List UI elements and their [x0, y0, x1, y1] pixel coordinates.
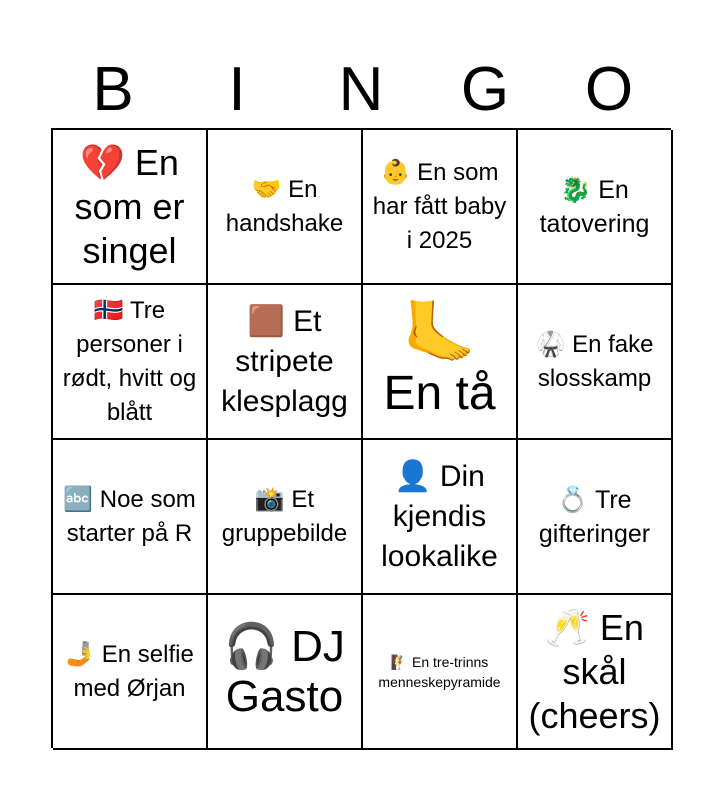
- cell-label: 👤 Din kjendis lookalike: [381, 459, 498, 573]
- cell-label: 🥋 En fake slosskamp: [535, 330, 654, 392]
- cell-label: 💔 En som er singel: [74, 141, 185, 271]
- header-letter-g: G: [460, 55, 510, 124]
- cell-content: [383, 298, 496, 423]
- bingo-cell-15[interactable]: [363, 595, 518, 750]
- bingo-cell-3[interactable]: [363, 130, 518, 285]
- cell-label: 💍 Tre gifteringer: [538, 485, 651, 548]
- bingo-grid: [51, 128, 671, 748]
- bingo-header: [51, 52, 671, 128]
- bingo-cell-7[interactable]: [363, 285, 518, 440]
- cell-label: 🐉 En tatovering: [539, 175, 650, 238]
- bingo-cell-11[interactable]: [363, 440, 518, 595]
- bingo-cell-5[interactable]: [53, 285, 208, 440]
- bingo-cell-9[interactable]: [53, 440, 208, 595]
- cell-label: 👶 En som har fått baby i 2025: [372, 158, 507, 254]
- cell-label: 🟫 Et stripete klesplagg: [221, 304, 348, 418]
- cell-label: 📸 Et gruppebilde: [221, 485, 348, 547]
- bingo-cell-14[interactable]: [208, 595, 363, 750]
- cell-label: 🤝 En handshake: [225, 175, 344, 237]
- bingo-cell-1[interactable]: [53, 130, 208, 285]
- header-letter-i: I: [228, 55, 246, 124]
- header-letter-n: N: [338, 55, 384, 124]
- cell-label: 🤳 En selfie med Ørjan: [65, 640, 194, 702]
- cell-label: En tå: [383, 366, 496, 420]
- cell-label: 🔤 Noe som starter på R: [63, 485, 196, 547]
- bingo-cell-16[interactable]: [518, 595, 673, 750]
- foot-icon: 🦶: [402, 298, 477, 366]
- bingo-cell-10[interactable]: [208, 440, 363, 595]
- bingo-cell-4[interactable]: [518, 130, 673, 285]
- bingo-cell-8[interactable]: [518, 285, 673, 440]
- cell-label: 🧗 En tre-trinns menneskepyramide: [378, 653, 501, 690]
- cell-label: 🥂 En skål (cheers): [528, 606, 661, 736]
- cell-label: 🎧 DJ Gasto: [224, 621, 345, 721]
- bingo-cell-2[interactable]: [208, 130, 363, 285]
- bingo-cell-13[interactable]: [53, 595, 208, 750]
- bingo-cell-6[interactable]: [208, 285, 363, 440]
- header-letter-b: B: [92, 55, 134, 124]
- bingo-cell-12[interactable]: [518, 440, 673, 595]
- header-letter-o: O: [584, 55, 634, 124]
- cell-label: 🇳🇴 Tre personer i rødt, hvitt og blått: [62, 296, 197, 426]
